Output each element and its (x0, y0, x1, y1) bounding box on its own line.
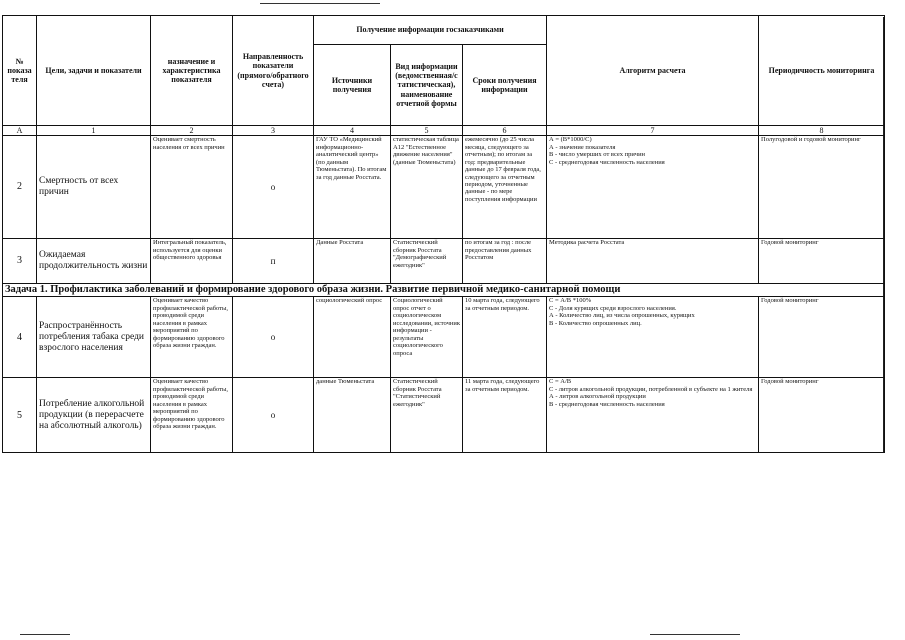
header-period: Периодичность мониторинга (759, 16, 885, 126)
table-row-life-expectancy (3, 239, 885, 284)
info-terms: 10 марта года, следующего за отчетным периодом. (463, 297, 547, 378)
header-purpose: назначение и характеристика показателя (151, 16, 233, 126)
monitoring-period: Годовой мониторинг (759, 297, 885, 378)
header-num: № показа теля (3, 16, 37, 126)
algorithm-line: В - число умерших от всех причин (549, 151, 646, 159)
calc-algorithm (547, 378, 759, 453)
info-source: Данные Росстата (314, 239, 391, 284)
info-kind: Социологический опрос отчет о социологическом исследовании, источник информации - результаты социологического опроса (391, 297, 463, 378)
indicator-name: Смертность от всех причин (37, 136, 151, 239)
header-info-group: Получение информации госзаказчиками (314, 16, 547, 45)
table-row-tobacco (3, 297, 885, 378)
index-cell: 3 (233, 126, 314, 136)
row-number: 5 (3, 378, 37, 453)
algorithm-line: В - среднегодовая численность населения (549, 400, 665, 408)
calc-algorithm (547, 239, 759, 284)
indicator-name: Ожидаемая продолжительность жизни (37, 239, 151, 284)
task-heading-row (3, 284, 885, 297)
header-row-1 (3, 16, 885, 45)
algorithm-line: В - Количество опрошенных лиц. (549, 319, 642, 327)
monitoring-period: Годовой мониторинг (759, 378, 885, 453)
index-cell: 8 (759, 126, 885, 136)
header-direction: Направленность показатели (прямого/обратного счета) (233, 16, 314, 126)
algorithm-line: С - среднегодовая численность населения (549, 158, 665, 166)
header-algorithm: Алгоритм расчета (547, 16, 759, 126)
header-kind: Вид информации (ведомственная/с татистическая), наименование отчетной формы (391, 45, 463, 126)
index-cell: 1 (37, 126, 151, 136)
table-row-alcohol (3, 378, 885, 453)
indicator-purpose: Оценивает смертность населения от всех причин (151, 136, 233, 239)
info-kind: Статистический сборник Росстата "Статистический ежегодник" (391, 378, 463, 453)
algorithm-line: А - Количество лиц, из числа опрошенных, курящих (549, 312, 695, 320)
info-source: социологический опрос (314, 297, 391, 378)
index-cell: 6 (463, 126, 547, 136)
scan-mark-bottom-right (650, 634, 740, 635)
header-terms: Сроки получения информации (463, 45, 547, 126)
header-goals: Цели, задачи и показатели (37, 16, 151, 126)
algorithm-line: С - литров алкогольной продукции, потребленной в субъекте на 1 жителя (549, 385, 753, 393)
indicator-name: Потребление алкогольной продукции (в перерасчете на абсолютный алкоголь) (37, 378, 151, 453)
index-row (3, 126, 885, 136)
scan-mark-bottom-left (20, 634, 70, 635)
algorithm-line: А - литров алкогольной продукции (549, 393, 646, 401)
scan-mark-top (260, 3, 380, 4)
calc-algorithm (547, 297, 759, 378)
row-number: 2 (3, 136, 37, 239)
indicator-purpose: Оценивает качество профилактической работы, проводимой среди населения в рамках мероприятий по формированию здорового образа жизни граждан. (151, 378, 233, 453)
info-terms: ежемесячно (до 25 числа месяца, следующего за отчетным); по итогам за год: предварительные данные до 17 февраля года, следующего за отчетным периодом, уточненные данные - по мере поступления информации (463, 136, 547, 239)
index-cell: А (3, 126, 37, 136)
algorithm-line: А = (В*1000/С) (549, 136, 592, 144)
algorithm-line: Методика расчета Росстата (549, 239, 625, 247)
algorithm-line: С = А/В *100% (549, 297, 592, 305)
index-cell: 7 (547, 126, 759, 136)
index-cell: 4 (314, 126, 391, 136)
indicator-direction: п (233, 239, 314, 284)
algorithm-line: С = А/В (549, 378, 572, 386)
monitoring-period: Полугодовой и годовой мониторинг (759, 136, 885, 239)
monitoring-period: Годовой мониторинг (759, 239, 885, 284)
info-kind: статистическая таблица А12 "Естественное движение населения" (данные Тюменьстата) (391, 136, 463, 239)
row-number: 3 (3, 239, 37, 284)
indicator-direction: о (233, 136, 314, 239)
algorithm-line: С - Доля курящих среди взрослого населения. (549, 304, 677, 312)
indicators-table (2, 15, 885, 453)
calc-algorithm (547, 136, 759, 239)
indicator-purpose: Оценивает качество профилактической работы, проводимой среди населения в рамках мероприятий по формированию здорового образа жизни граждан. (151, 297, 233, 378)
info-terms: 11 марта года, следующего за отчетным периодом. (463, 378, 547, 453)
info-terms: по итогам за год : после предоставления данных Росстатом (463, 239, 547, 284)
task-heading: Задача 1. Профилактика заболеваний и формирование здорового образа жизни. Развитие первичной медико-санитарной помощи (3, 284, 885, 297)
algorithm-line: А - значение показателя (549, 143, 616, 151)
header-source: Источники получения (314, 45, 391, 126)
info-source: данные Тюменьстата (314, 378, 391, 453)
row-number: 4 (3, 297, 37, 378)
indicator-name: Распространённость потребления табака среди взрослого населения (37, 297, 151, 378)
indicators-table-sheet (2, 15, 884, 453)
table-row-mortality (3, 136, 885, 239)
indicator-direction: о (233, 297, 314, 378)
index-cell: 5 (391, 126, 463, 136)
index-cell: 2 (151, 126, 233, 136)
indicator-direction: о (233, 378, 314, 453)
info-kind: Статистический сборник Росстата "Демографический ежегодник" (391, 239, 463, 284)
indicator-purpose: Интегральный показатель, используется для оценки общественного здоровья (151, 239, 233, 284)
info-source: ГАУ ТО «Медицинский информационно-аналитический центр» (по данным Тюменьстата). По итогам за год данные Росстата. (314, 136, 391, 239)
